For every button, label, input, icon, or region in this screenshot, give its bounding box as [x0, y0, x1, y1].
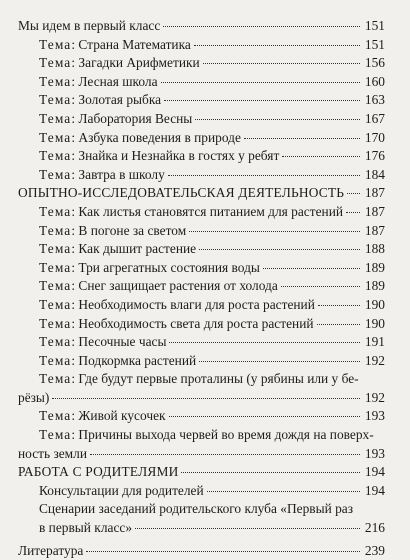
toc-page-number: 176 [364, 148, 385, 164]
toc-entry-title: Необходимость света для роста растений [78, 315, 314, 331]
toc-entry-title: Необходимость влаги для роста растений [78, 296, 315, 312]
toc-entry: Тема: Азбука поведения в природе 170 [0, 129, 410, 148]
toc-entry: Тема: Снег защищает растения от холода 189 [0, 277, 410, 296]
toc-entry-prefix: Тема [39, 315, 72, 331]
toc-section-heading [0, 184, 410, 203]
toc-entry-title: Сценарии заседаний родительского клуба «Первый раз [39, 501, 354, 517]
toc-entry-continuation [0, 445, 410, 464]
toc-entry-continuation [0, 519, 410, 538]
toc-entry: Тема: Подкормка растений 192 [0, 352, 410, 371]
toc-entry-title: Загадки Арифметики [78, 55, 200, 71]
toc-entry-title: Страна Математика [78, 36, 191, 52]
toc-entry-line: Тема: Где будут первые проталины (у рябины или у бе- [39, 371, 359, 387]
dot-leader [181, 471, 360, 473]
toc-entry-prefix: Тема [39, 371, 72, 387]
toc-section-heading [0, 463, 410, 482]
toc-page-number: 151 [364, 18, 385, 33]
toc-entry-title: Как дышит растение [78, 241, 197, 257]
toc-entry-title: Азбука поведения в природе [78, 129, 241, 145]
toc-entry [0, 482, 410, 501]
toc-entry-prefix: Тема [39, 73, 72, 89]
dot-leader [318, 304, 360, 306]
toc-page-number: 163 [364, 92, 385, 108]
dot-leader [90, 453, 360, 455]
toc-page-number: 188 [364, 241, 385, 257]
toc-entry-title: рёзы) [18, 389, 50, 405]
toc-page-number: 187 [364, 222, 385, 238]
toc-entry: Тема: Как дышит растение 188 [0, 240, 410, 259]
toc-entry-title: Знайка и Незнайка в гостях у ребят [78, 148, 280, 164]
toc-entry: Тема: Знайка и Незнайка в гостях у ребят 176 [0, 147, 410, 166]
toc-page-number: 151 [364, 36, 385, 52]
toc-page-number: 191 [364, 334, 385, 350]
toc-entry-prefix: Тема [39, 296, 72, 312]
toc-entry-prefix: Тема [39, 55, 72, 71]
toc-page-number: 160 [364, 73, 385, 89]
toc-entry-title: Лаборатория Весны [78, 110, 193, 126]
dot-leader [169, 341, 360, 343]
dot-leader [346, 211, 360, 213]
toc-page-number: 167 [364, 110, 385, 126]
toc-entry-title: ОПЫТНО-ИССЛЕДОВАТЕЛЬСКАЯ ДЕЯТЕЛЬНОСТЬ [18, 185, 345, 201]
toc-entry: Тема: Золотая рыбка 163 [0, 91, 410, 110]
toc-page-number: 194 [364, 464, 385, 480]
toc-page-number: 239 [364, 542, 385, 558]
toc-entry-prefix: Тема [39, 203, 72, 219]
toc-entry-prefix: Тема [39, 408, 72, 424]
toc-entry: Тема: Необходимость влаги для роста растений 190 [0, 296, 410, 315]
toc-entry: Тема: В погоне за светом 187 [0, 222, 410, 241]
toc-entry-title: Золотая рыбка [78, 92, 162, 108]
toc-entry-prefix: Тема [39, 36, 72, 52]
toc-entry-title: в первый класс» [39, 520, 133, 536]
toc-page-number: 187 [364, 203, 385, 219]
dot-leader [199, 248, 360, 250]
toc-page-number: 170 [364, 129, 385, 145]
toc-entry-title: Живой кусочек [78, 408, 166, 424]
toc-entry-prefix: Тема [39, 352, 72, 368]
toc-entry: Тема: Песочные часы 191 [0, 333, 410, 352]
toc-entry-prefix: Тема [39, 241, 72, 257]
toc-entry-prefix: Тема [39, 129, 72, 145]
dot-leader [207, 490, 360, 492]
dot-leader [169, 415, 360, 417]
toc-page-number: 192 [364, 389, 385, 405]
toc-page-number: 190 [364, 315, 385, 331]
toc-entry-prefix: Тема [39, 334, 72, 350]
dot-leader [189, 230, 360, 232]
toc-page-number: 189 [364, 259, 385, 275]
toc-entry-prefix: Тема [39, 259, 72, 275]
toc-entry-title: Консультации для родителей [39, 482, 204, 498]
toc-entry: Тема: Загадки Арифметики 156 [0, 54, 410, 73]
toc-entry-prefix: Тема [39, 222, 72, 238]
toc-entry-title: Как листья становятся питанием для растений [78, 203, 344, 219]
toc-page-number: 193 [364, 445, 385, 461]
dot-leader [282, 155, 360, 157]
toc-entry: Тема: Как листья становятся питанием для растений 187 [0, 203, 410, 222]
toc-page-number: 189 [364, 278, 385, 294]
toc-entry: Тема: Живой кусочек 193 [0, 407, 410, 426]
toc-entry-title: Мы идем в первый класс [18, 18, 161, 33]
toc-entry-title: В погоне за светом [78, 222, 187, 238]
table-of-contents [0, 17, 410, 560]
toc-page-number: 216 [364, 520, 385, 536]
toc-entry: Тема: Лесная школа 160 [0, 73, 410, 92]
toc-entry-line [0, 500, 410, 519]
dot-leader [203, 62, 360, 64]
toc-page-number: 192 [364, 352, 385, 368]
toc-entry-title: Снег защищает растения от холода [78, 278, 278, 294]
dot-leader [163, 25, 360, 27]
toc-entry: Тема: Завтра в школу 184 [0, 166, 410, 185]
toc-entry-prefix: Тема [39, 110, 72, 126]
toc-entry: Тема: Страна Математика 151 [0, 36, 410, 55]
dot-leader [199, 360, 360, 362]
dot-leader [161, 81, 360, 83]
toc-entry-title: Литература [18, 542, 84, 558]
toc-entry-title: Песочные часы [78, 334, 167, 350]
toc-page-number: 194 [364, 482, 385, 498]
toc-page-number: 193 [364, 408, 385, 424]
toc-entry-title: Подкормка растений [78, 352, 197, 368]
dot-leader [164, 99, 360, 101]
toc-entry: Тема: Три агрегатных состояния воды 189 [0, 259, 410, 278]
toc-entry-continuation [0, 389, 410, 408]
dot-leader [244, 137, 360, 139]
toc-entry-title: Три агрегатных состояния воды [78, 259, 260, 275]
toc-entry-title: Где будут первые проталины (у рябины или у бе- [78, 371, 359, 387]
dot-leader [135, 527, 360, 529]
toc-page-number: 156 [364, 55, 385, 71]
toc-section-heading [0, 17, 410, 36]
toc-page-number: 190 [364, 296, 385, 312]
dot-leader [281, 285, 360, 287]
dot-leader [195, 118, 360, 120]
toc-entry-title: Завтра в школу [78, 166, 165, 182]
dot-leader [168, 174, 360, 176]
toc-entry-title: РАБОТА С РОДИТЕЛЯМИ [18, 464, 179, 480]
toc-entry: Тема: Лаборатория Весны 167 [0, 110, 410, 129]
dot-leader [317, 323, 360, 325]
toc-entry-prefix: Тема [39, 92, 72, 108]
toc-entry-prefix: Тема [39, 278, 72, 294]
toc-section-heading [0, 542, 410, 560]
toc-page-number: 184 [364, 166, 385, 182]
dot-leader [86, 550, 360, 552]
toc-entry-title: ность земли [18, 445, 87, 461]
toc-entry-title: Лесная школа [78, 73, 158, 89]
toc-entry: Тема: Необходимость света для роста растений 190 [0, 315, 410, 334]
toc-entry-title: Причины выхода червей во время дождя на поверх- [78, 427, 374, 443]
toc-entry-line: Тема: Причины выхода червей во время дождя на поверх- [39, 427, 374, 443]
dot-leader [52, 397, 360, 399]
toc-entry-prefix: Тема [39, 148, 72, 164]
dot-leader [347, 192, 360, 194]
toc-page-number: 187 [364, 185, 385, 201]
dot-leader [263, 267, 360, 269]
toc-entry-prefix: Тема [39, 166, 72, 182]
dot-leader [194, 44, 360, 46]
toc-entry-prefix: Тема [39, 427, 72, 443]
